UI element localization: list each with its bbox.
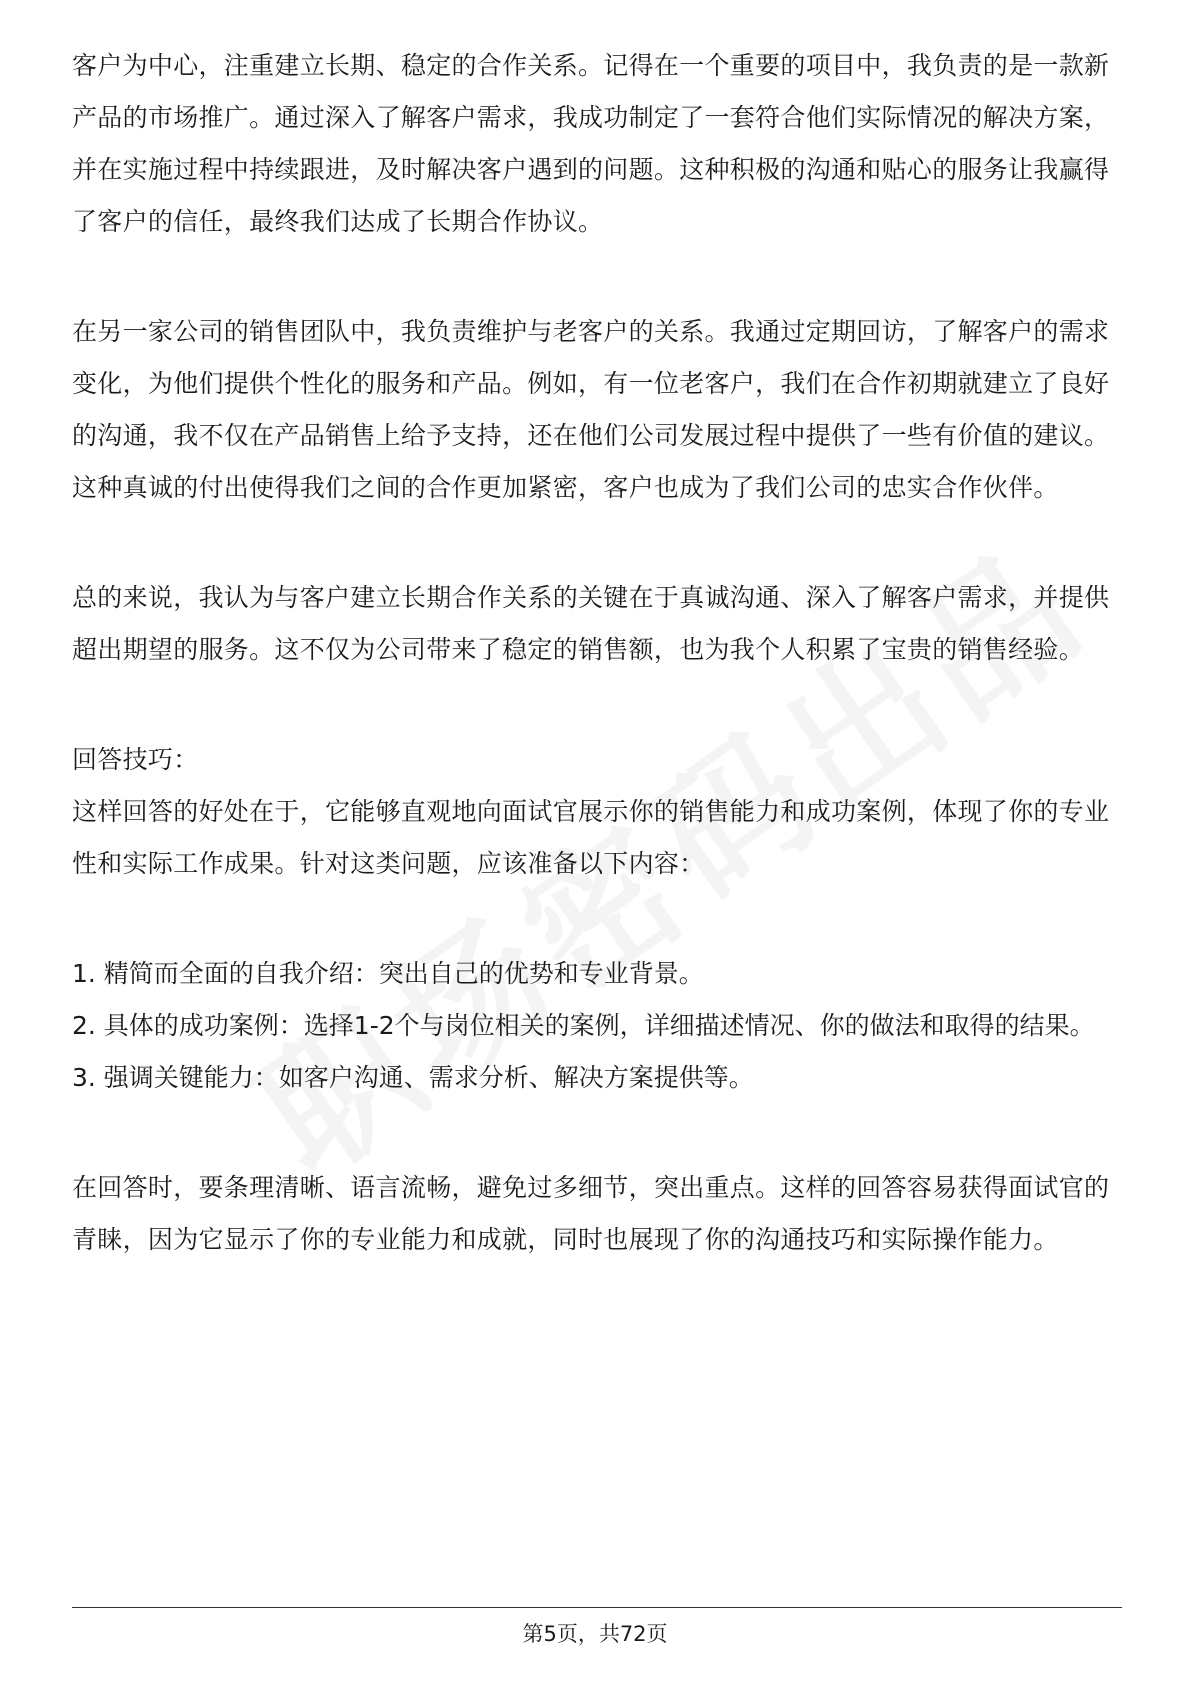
footer-divider <box>72 1607 1122 1608</box>
page-number: 第5页，共72页 <box>522 1622 668 1646</box>
list-item: 3. 强调关键能力：如客户沟通、需求分析、解决方案提供等。 <box>72 1063 754 1092</box>
tips-heading: 回答技巧： <box>72 745 199 774</box>
page-content <box>72 40 1122 1324</box>
paragraph-customer-focus: 客户为中心，注重建立长期、稳定的合作关系。记得在一个重要的项目中，我负责的是一款新产品的市场推广。通过深入了解客户需求，我成功制定了一套符合他们实际情况的解决方案，并在实施过程中持续跟进，及时解决客户遇到的问题。这种积极的沟通和贴心的服务让我赢得了客户的信任，最终我们达成了长期合作协议。 <box>72 51 1110 236</box>
tips-list <box>72 948 1122 1104</box>
list-item: 1. 精简而全面的自我介绍：突出自己的优势和专业背景。 <box>72 959 704 988</box>
tips-body: 这样回答的好处在于，它能够直观地向面试官展示你的销售能力和成功案例，体现了你的专业性和实际工作成果。针对这类问题，应该准备以下内容： <box>72 797 1110 878</box>
list-item: 2. 具体的成功案例：选择1-2个与岗位相关的案例，详细描述情况、你的做法和取得的结果。 <box>72 1011 1095 1040</box>
paragraph-summary: 总的来说，我认为与客户建立长期合作关系的关键在于真诚沟通、深入了解客户需求，并提供超出期望的服务。这不仅为公司带来了稳定的销售额，也为我个人积累了宝贵的销售经验。 <box>72 583 1110 664</box>
paragraph-final: 在回答时，要条理清晰、语言流畅，避免过多细节，突出重点。这样的回答容易获得面试官的青睐，因为它显示了你的专业能力和成就，同时也展现了你的沟通技巧和实际操作能力。 <box>72 1173 1110 1254</box>
paragraph-client-maintenance: 在另一家公司的销售团队中，我负责维护与老客户的关系。我通过定期回访，了解客户的需求变化，为他们提供个性化的服务和产品。例如，有一位老客户，我们在合作初期就建立了良好的沟通，我不仅在产品销售上给予支持，还在他们公司发展过程中提供了一些有价值的建议。这种真诚的付出使得我们之间的合作更加紧密，客户也成为了我们公司的忠实合作伙伴。 <box>72 317 1110 502</box>
